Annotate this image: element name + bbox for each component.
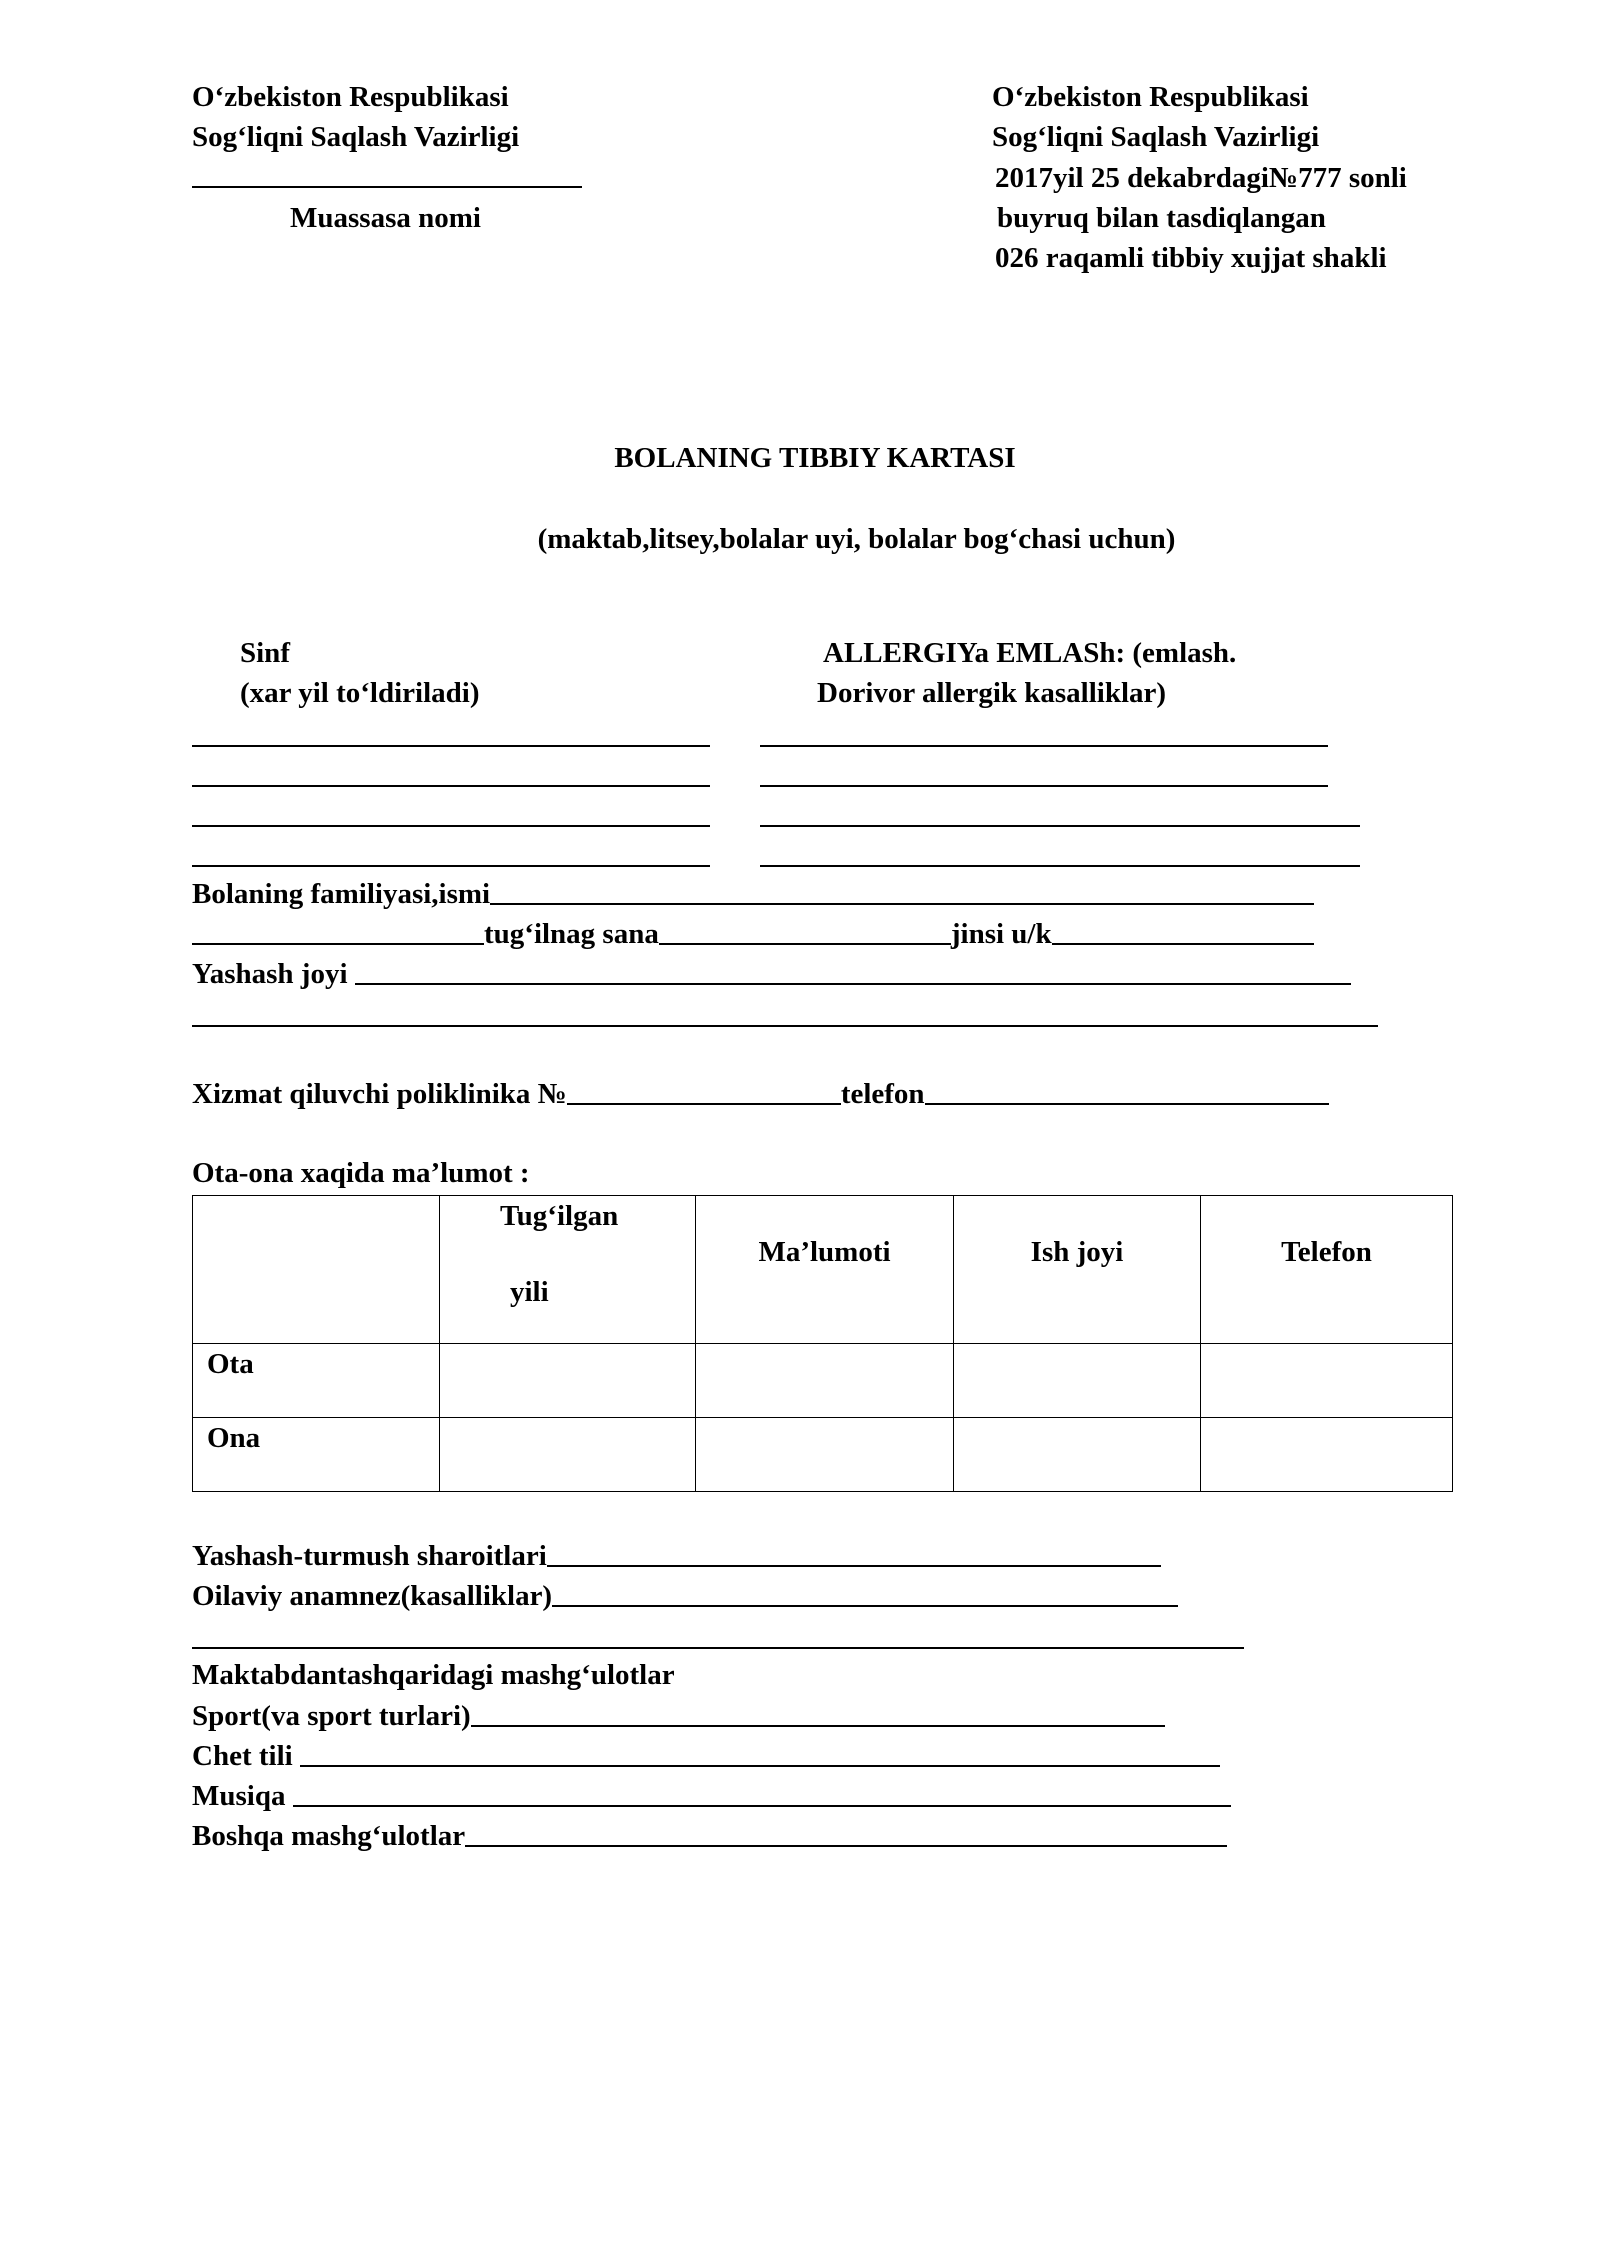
other-activities-field[interactable] xyxy=(465,1815,1227,1847)
father-education-cell[interactable] xyxy=(696,1344,954,1418)
clinic-phone-label: telefon xyxy=(840,1078,925,1110)
address-field-line[interactable] xyxy=(192,1025,1378,1027)
clinic-label: Xizmat qiluvchi poliklinika № xyxy=(192,1078,567,1110)
clinic-phone-field[interactable] xyxy=(925,1073,1329,1105)
class-field-line[interactable] xyxy=(192,785,710,787)
mother-row-label: Ona xyxy=(193,1418,440,1492)
class-field-line[interactable] xyxy=(192,865,710,867)
institution-name-label: Muassasa nomi xyxy=(290,202,481,234)
child-name-row xyxy=(192,873,1314,914)
document-subtitle: (maktab,litsey,bolalar uyi, bolalar bog‘chasi uchun) xyxy=(537,523,1176,555)
extracurricular-heading: Maktabdantashqaridagi mashg‘ulotlar xyxy=(192,1659,675,1691)
family-anamnesis-line[interactable] xyxy=(192,1647,1244,1649)
birth-gender-row xyxy=(192,913,1314,954)
document-form-line: 026 raqamli tibbiy xujjat shakli xyxy=(995,242,1387,274)
birth-date-label: tug‘ilnag sana xyxy=(484,918,659,950)
class-note: (xar yil to‘ldiriladi) xyxy=(240,677,480,709)
ministry-country-left: O‘zbekiston Respublikasi xyxy=(192,81,509,113)
music-label: Musiqa xyxy=(192,1780,293,1812)
sport-label: Sport(va sport turlari) xyxy=(192,1700,471,1732)
ministry-country-right: O‘zbekiston Respublikasi xyxy=(992,81,1309,113)
allergy-field-line[interactable] xyxy=(760,865,1360,867)
clinic-row xyxy=(192,1073,1329,1114)
gender-label: jinsi u/k xyxy=(950,918,1052,950)
music-row xyxy=(192,1775,1231,1816)
class-field-line[interactable] xyxy=(192,825,710,827)
institution-name-field[interactable] xyxy=(192,186,582,188)
birth-date-field[interactable] xyxy=(659,913,951,945)
workplace-header: Ish joyi xyxy=(954,1196,1201,1344)
class-label: Sinf xyxy=(240,637,290,669)
other-activities-label: Boshqa mashg‘ulotlar xyxy=(192,1820,466,1852)
gender-field[interactable] xyxy=(1052,913,1314,945)
sport-row xyxy=(192,1695,1165,1736)
table-row xyxy=(193,1418,1453,1492)
table-header-row xyxy=(193,1196,1453,1344)
table-header-empty-cell xyxy=(193,1196,440,1344)
table-row xyxy=(193,1344,1453,1418)
order-date-line: 2017yil 25 dekabrdagi№777 sonli xyxy=(995,162,1407,194)
mother-birth-year-cell[interactable] xyxy=(440,1418,696,1492)
family-anamnesis-row xyxy=(192,1575,1178,1616)
child-name-continuation-field[interactable] xyxy=(192,913,484,945)
child-name-label: Bolaning familiyasi,ismi xyxy=(192,878,491,910)
allergy-field-line[interactable] xyxy=(760,745,1328,747)
family-anamnesis-field[interactable] xyxy=(552,1575,1178,1607)
living-conditions-row xyxy=(192,1535,1161,1576)
sport-field[interactable] xyxy=(471,1695,1165,1727)
birth-year-header-line1: Tug‘ilgan xyxy=(500,1200,619,1232)
child-name-field[interactable] xyxy=(490,873,1314,905)
foreign-language-field[interactable] xyxy=(300,1735,1220,1767)
parents-heading: Ota-ona xaqida ma’lumot : xyxy=(192,1157,530,1189)
document-title: BOLANING TIBBIY KARTASI xyxy=(614,442,1016,474)
living-conditions-field[interactable] xyxy=(547,1535,1161,1567)
father-birth-year-cell[interactable] xyxy=(440,1344,696,1418)
foreign-language-label: Chet tili xyxy=(192,1740,300,1772)
mother-education-cell[interactable] xyxy=(696,1418,954,1492)
allergy-label: ALLERGIYa EMLASh: (emlash. xyxy=(823,637,1237,669)
order-approval-line: buyruq bilan tasdiqlangan xyxy=(997,202,1326,234)
parents-table xyxy=(192,1195,1453,1492)
father-row-label: Ota xyxy=(193,1344,440,1418)
education-header: Ma’lumoti xyxy=(696,1196,954,1344)
other-activities-row xyxy=(192,1815,1227,1856)
foreign-language-row xyxy=(192,1735,1220,1776)
birth-year-header-line2: yili xyxy=(510,1276,549,1308)
ministry-name-right: Sog‘liqni Saqlash Vazirligi xyxy=(992,121,1320,153)
allergy-field-line[interactable] xyxy=(760,785,1328,787)
living-conditions-label: Yashash-turmush sharoitlari xyxy=(192,1540,547,1572)
address-label: Yashash joyi xyxy=(192,958,355,990)
mother-workplace-cell[interactable] xyxy=(954,1418,1201,1492)
address-field[interactable] xyxy=(355,953,1351,985)
mother-phone-cell[interactable] xyxy=(1201,1418,1453,1492)
class-field-line[interactable] xyxy=(192,745,710,747)
birth-year-header xyxy=(440,1196,696,1344)
father-workplace-cell[interactable] xyxy=(954,1344,1201,1418)
clinic-number-field[interactable] xyxy=(567,1073,841,1105)
ministry-name-left: Sog‘liqni Saqlash Vazirligi xyxy=(192,121,520,153)
phone-header: Telefon xyxy=(1201,1196,1453,1344)
family-anamnesis-label: Oilaviy anamnez(kasalliklar) xyxy=(192,1580,553,1612)
allergy-field-line[interactable] xyxy=(760,825,1360,827)
allergy-note: Dorivor allergik kasalliklar) xyxy=(817,677,1167,709)
music-field[interactable] xyxy=(293,1775,1231,1807)
father-phone-cell[interactable] xyxy=(1201,1344,1453,1418)
address-row xyxy=(192,953,1351,994)
